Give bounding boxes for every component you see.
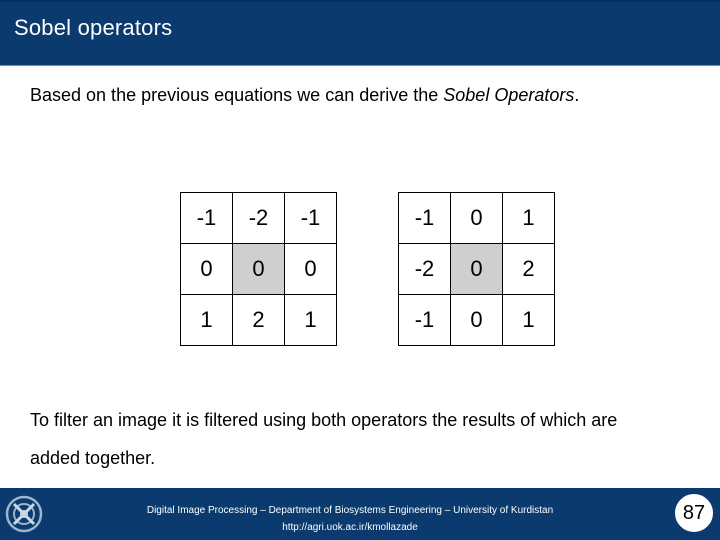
kernel-cell: 0 <box>285 244 337 295</box>
kernel-row <box>181 295 337 346</box>
intro-text-before: Based on the previous equations we can derive the <box>30 85 444 105</box>
kernel-cell: 0 <box>451 295 503 346</box>
body-text-line-2: added together. <box>30 448 156 468</box>
kernel-cell: 1 <box>503 295 555 346</box>
page-number-badge <box>673 492 715 534</box>
kernel-cell: 2 <box>233 295 285 346</box>
kernel-cell: 1 <box>285 295 337 346</box>
title-divider <box>0 65 720 66</box>
kernel-cell: -1 <box>285 193 337 244</box>
body-text-line-1: To filter an image it is filtered using both operators the results of which are <box>30 410 618 430</box>
title-bar <box>0 0 720 65</box>
kernel-row <box>399 244 555 295</box>
intro-text <box>30 85 579 106</box>
kernel-row <box>399 193 555 244</box>
kernel-row <box>399 295 555 346</box>
page-number: 87 <box>682 502 706 524</box>
kernel-cell: 1 <box>503 193 555 244</box>
kernel-cell: 0 <box>451 193 503 244</box>
sobel-kernel-horizontal <box>180 192 337 346</box>
kernel-cell: 0 <box>181 244 233 295</box>
kernel-row <box>181 193 337 244</box>
kernel-center-cell: 0 <box>233 244 285 295</box>
kernel-cell: -1 <box>399 193 451 244</box>
kernel-cell: 1 <box>181 295 233 346</box>
footer-course-info: Digital Image Processing – Department of Biosystems Engineering – University of Kurdistan <box>146 505 554 516</box>
kernel-cell: -1 <box>399 295 451 346</box>
sobel-kernel-vertical <box>398 192 555 346</box>
kernel-cell: -2 <box>233 193 285 244</box>
kernel-cell: -2 <box>399 244 451 295</box>
kernel-row <box>181 244 337 295</box>
footer-url: http://agri.uok.ac.ir/kmollazade <box>282 522 418 533</box>
intro-emphasis: Sobel Operators <box>443 85 575 105</box>
kernel-center-cell: 0 <box>451 244 503 295</box>
kernel-cell: -1 <box>181 193 233 244</box>
intro-text-after: . <box>574 85 580 105</box>
slide-title: Sobel operators <box>14 15 173 40</box>
kernel-cell: 2 <box>503 244 555 295</box>
